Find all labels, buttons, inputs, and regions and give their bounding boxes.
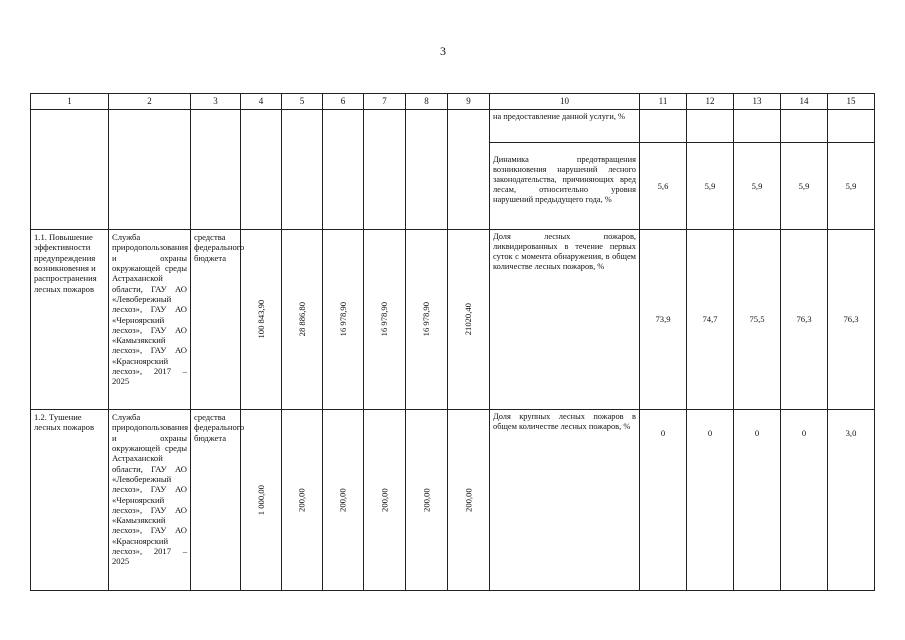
indicator-value bbox=[781, 110, 828, 143]
amount-value: 1 000,00 bbox=[255, 484, 266, 516]
indicator-value: 5,9 bbox=[687, 143, 734, 230]
header-cell: 5 bbox=[282, 94, 323, 110]
header-cell: 3 bbox=[191, 94, 241, 110]
empty-cell bbox=[364, 110, 406, 230]
indicator-value: 76,3 bbox=[828, 230, 875, 410]
executor-cell: Служба природопользования и охраны окружающей среды Астраханской области, ГАУ АО «Левобережный лесхоз», ГАУ АО «Черноярский лесхоз», ГАУ АО «Камызякский лесхоз», ГАУ АО «Красноярский лесхоз», 2017 – 2025 bbox=[109, 230, 191, 410]
amount-value: 21020,40 bbox=[463, 303, 474, 336]
amount-cell bbox=[364, 410, 406, 591]
header-cell: 8 bbox=[406, 94, 448, 110]
indicator-value: 5,9 bbox=[781, 143, 828, 230]
indicator-value: 0 bbox=[734, 410, 781, 591]
amount-value: 16 978,90 bbox=[337, 302, 348, 337]
header-cell: 12 bbox=[687, 94, 734, 110]
amount-cell bbox=[406, 230, 448, 410]
indicator-value bbox=[640, 110, 687, 143]
amount-cell bbox=[448, 230, 490, 410]
header-cell: 4 bbox=[241, 94, 282, 110]
continuation-row bbox=[31, 110, 875, 143]
indicator-value: 5,9 bbox=[828, 143, 875, 230]
amount-value: 16 978,90 bbox=[379, 302, 390, 337]
funding-source: средства федерального бюджета bbox=[191, 230, 241, 410]
indicator-value: 73,9 bbox=[640, 230, 687, 410]
indicator-value: 5,9 bbox=[734, 143, 781, 230]
indicator-text: Доля лесных пожаров, ликвидированных в течение первых суток с момента обнаружения, в общем количестве лесных пожаров, % bbox=[490, 230, 640, 410]
header-cell: 14 bbox=[781, 94, 828, 110]
executor-cell: Служба природопользования и охраны окружающей среды Астраханской области, ГАУ АО «Левобережный лесхоз», ГАУ АО «Черноярский лесхоз», ГАУ АО «Камызякский лесхоз», ГАУ АО «Красноярский лесхоз», 2017 – 2025 bbox=[109, 410, 191, 591]
measure-name: 1.1. Повышение эффективности предупреждения возникновения и распространения лесных пожаров bbox=[31, 230, 109, 410]
empty-cell bbox=[109, 110, 191, 230]
amount-value: 100 843,90 bbox=[255, 300, 266, 339]
empty-cell bbox=[282, 110, 323, 230]
amount-value: 200,00 bbox=[463, 488, 474, 512]
indicator-value: 0 bbox=[781, 410, 828, 591]
amount-cell bbox=[406, 410, 448, 591]
program-table bbox=[30, 93, 875, 591]
indicator-value bbox=[828, 110, 875, 143]
measure-name: 1.2. Тушение лесных пожаров bbox=[31, 410, 109, 591]
amount-value: 200,00 bbox=[421, 488, 432, 512]
indicator-value: 5,6 bbox=[640, 143, 687, 230]
header-cell: 15 bbox=[828, 94, 875, 110]
header-cell: 13 bbox=[734, 94, 781, 110]
amount-value: 16 978,90 bbox=[421, 302, 432, 337]
header-cell: 10 bbox=[490, 94, 640, 110]
amount-cell bbox=[282, 410, 323, 591]
indicator-value: 74,7 bbox=[687, 230, 734, 410]
table-row bbox=[31, 410, 875, 591]
amount-value: 28 886,80 bbox=[296, 302, 307, 337]
indicator-value bbox=[687, 110, 734, 143]
indicator-value bbox=[734, 110, 781, 143]
table-row bbox=[31, 230, 875, 410]
empty-cell bbox=[406, 110, 448, 230]
amount-cell bbox=[364, 230, 406, 410]
indicator-value: 3,0 bbox=[828, 410, 875, 591]
amount-value: 200,00 bbox=[337, 488, 348, 512]
indicator-value: 75,5 bbox=[734, 230, 781, 410]
header-cell: 7 bbox=[364, 94, 406, 110]
indicator-value: 76,3 bbox=[781, 230, 828, 410]
amount-cell bbox=[282, 230, 323, 410]
amount-value: 200,00 bbox=[379, 488, 390, 512]
amount-cell bbox=[448, 410, 490, 591]
amount-value: 200,00 bbox=[296, 488, 307, 512]
indicator-text: Динамика предотвращения возникновения нарушений лесного законодательства, причиняющих вред лесам, относительно уровня нарушений предыдущего года, % bbox=[490, 143, 640, 230]
header-cell: 9 bbox=[448, 94, 490, 110]
indicator-text: на предоставление данной услуги, % bbox=[490, 110, 640, 143]
amount-cell bbox=[241, 230, 282, 410]
amount-cell bbox=[241, 410, 282, 591]
header-cell: 11 bbox=[640, 94, 687, 110]
header-cell: 1 bbox=[31, 94, 109, 110]
empty-cell bbox=[323, 110, 364, 230]
amount-cell bbox=[323, 230, 364, 410]
empty-cell bbox=[241, 110, 282, 230]
empty-cell bbox=[191, 110, 241, 230]
indicator-value: 0 bbox=[687, 410, 734, 591]
indicator-text: Доля крупных лесных пожаров в общем количестве лесных пожаров, % bbox=[490, 410, 640, 591]
header-cell: 6 bbox=[323, 94, 364, 110]
empty-cell bbox=[448, 110, 490, 230]
indicator-value: 0 bbox=[640, 410, 687, 591]
header-cell: 2 bbox=[109, 94, 191, 110]
page-number: 3 bbox=[440, 44, 446, 58]
header-row bbox=[31, 94, 875, 110]
empty-cell bbox=[31, 110, 109, 230]
funding-source: средства федерального бюджета bbox=[191, 410, 241, 591]
amount-cell bbox=[323, 410, 364, 591]
